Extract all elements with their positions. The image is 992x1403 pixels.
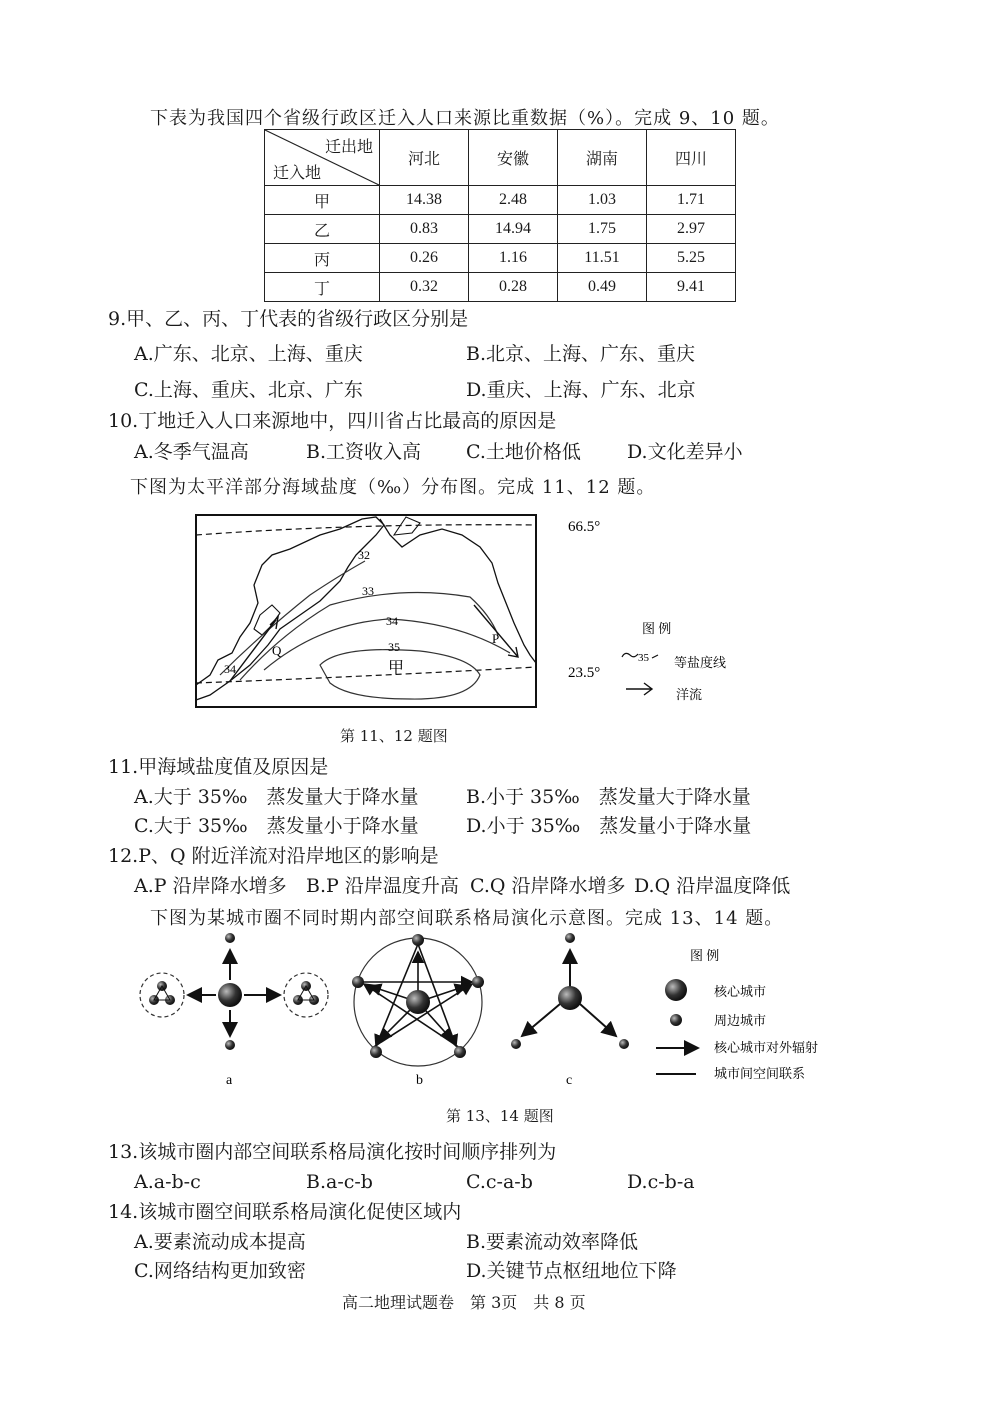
q10-option-a[interactable]: A.冬季气温高 [134, 441, 249, 463]
legend-isoline-value: 35 [638, 652, 649, 664]
peripheral-city [352, 976, 364, 988]
table-row [265, 244, 736, 273]
q13-option-c[interactable]: C.c-a-b [466, 1171, 533, 1193]
pattern-a [140, 933, 328, 1088]
legend-core: 核心城市 [714, 984, 767, 999]
q10-option-c[interactable]: C.土地价格低 [466, 441, 581, 463]
isoline-label: 35 [388, 640, 400, 654]
label-p: P [492, 631, 500, 646]
table-cell: 0.49 [558, 273, 647, 302]
label-jia: 甲 [388, 660, 405, 677]
table-cell: 1.03 [558, 186, 647, 215]
map-caption: 第 11、12 题图 [340, 727, 448, 745]
peripheral-city [619, 1039, 629, 1049]
corner-bottom-label: 迁入地 [273, 165, 322, 182]
q9-option-d[interactable]: D.重庆、上海、广东、北京 [466, 379, 696, 401]
city-caption: 第 13、14 题图 [446, 1107, 554, 1125]
latitude-top: 66.5° [568, 519, 601, 535]
table-cell: 1.75 [558, 215, 647, 244]
city-legend [656, 948, 818, 1081]
table-cell: 1.71 [647, 186, 736, 215]
core-city [218, 983, 242, 1007]
table-row [265, 273, 736, 302]
table-cell: 2.48 [469, 186, 558, 215]
table-cell: 11.51 [558, 244, 647, 273]
table-cell: 5.25 [647, 244, 736, 273]
table-row [265, 186, 736, 215]
legend-current-arrow [626, 683, 652, 695]
q9-stem: 9.甲、乙、丙、丁代表的省级行政区分别是 [108, 308, 469, 330]
row-label: 丙 [265, 244, 380, 273]
pattern-a-label: a [226, 1073, 233, 1088]
legend-isoline-symbol [622, 653, 638, 657]
q9-option-a[interactable]: A.广东、北京、上海、重庆 [134, 343, 363, 365]
map-legend-title: 图 例 [642, 621, 672, 636]
row-label: 丁 [265, 273, 380, 302]
table-cell: 0.83 [380, 215, 469, 244]
column-header: 河北 [380, 130, 469, 186]
q12-option-b[interactable]: B.P 沿岸温度升高 [306, 875, 459, 897]
peripheral-city [454, 1046, 466, 1058]
q14-option-a[interactable]: A.要素流动成本提高 [134, 1231, 306, 1253]
q14-option-c[interactable]: C.网络结构更加致密 [134, 1260, 306, 1282]
peripheral-city [412, 934, 424, 946]
q11-option-a[interactable]: A.大于 35‰ 蒸发量大于降水量 [134, 786, 419, 808]
map-frame [196, 515, 536, 707]
table-cell: 14.94 [469, 215, 558, 244]
q13-option-a[interactable]: A.a-b-c [134, 1171, 201, 1193]
pattern-b-label: b [416, 1073, 423, 1088]
table-cell: 2.97 [647, 215, 736, 244]
page-footer: 高二地理试题卷 第 3页 共 8 页 [342, 1293, 586, 1312]
q9-option-c[interactable]: C.上海、重庆、北京、广东 [134, 379, 363, 401]
peripheral-city [472, 976, 484, 988]
column-header: 四川 [647, 130, 736, 186]
table-cell: 9.41 [647, 273, 736, 302]
q12-option-d[interactable]: D.Q 沿岸温度降低 [634, 875, 791, 897]
isoline-label: 34 [386, 614, 398, 628]
isoline-label: 32 [358, 548, 370, 562]
city-legend-title: 图 例 [690, 948, 720, 963]
column-header: 湖南 [558, 130, 647, 186]
migration-table [264, 129, 736, 302]
legend-radiation: 核心城市对外辐射 [714, 1040, 819, 1055]
city-intro: 下图为某城市圈不同时期内部空间联系格局演化示意图。完成 13、14 题。 [150, 908, 784, 929]
legend-isoline-text: 等盐度线 [674, 655, 727, 670]
q14-option-b[interactable]: B.要素流动效率降低 [466, 1231, 639, 1253]
latitude-bottom: 23.5° [568, 665, 601, 681]
pattern-c-label: c [566, 1073, 573, 1088]
row-label: 甲 [265, 186, 380, 215]
table-cell: 0.28 [469, 273, 558, 302]
legend-isoline-tail [652, 655, 658, 658]
q12-option-a[interactable]: A.P 沿岸降水增多 [134, 875, 287, 897]
q10-option-b[interactable]: B.工资收入高 [306, 441, 422, 463]
table-cell: 0.26 [380, 244, 469, 273]
isoline-label: 33 [362, 584, 374, 598]
q13-option-b[interactable]: B.a-c-b [306, 1171, 373, 1193]
table-cell: 1.16 [469, 244, 558, 273]
q14-option-d[interactable]: D.关键节点枢纽地位下降 [466, 1260, 677, 1282]
q11-option-c[interactable]: C.大于 35‰ 蒸发量小于降水量 [134, 815, 419, 837]
peripheral-city [370, 1046, 382, 1058]
corner-top-label: 迁出地 [325, 139, 374, 156]
q13-stem: 13.该城市圈内部空间联系格局演化按时间顺序排列为 [108, 1141, 557, 1163]
peripheral-city [565, 933, 575, 943]
map-intro: 下图为太平洋部分海域盐度（‰）分布图。完成 11、12 题。 [130, 477, 656, 498]
core-city [406, 990, 430, 1014]
column-header: 安徽 [469, 130, 558, 186]
city-evolution-diagram [130, 928, 850, 1098]
q13-option-d[interactable]: D.c-b-a [627, 1171, 695, 1193]
label-q: Q [272, 643, 282, 658]
pattern-c [511, 933, 629, 1088]
table-intro: 下表为我国四个省级行政区迁入人口来源比重数据（%）。完成 9、10 题。 [150, 108, 780, 129]
legend-current-text: 洋流 [676, 687, 703, 702]
pattern-b [352, 934, 484, 1088]
isoline-label: 34 [224, 662, 236, 676]
table-corner-cell [265, 130, 380, 186]
core-city [558, 986, 582, 1010]
peripheral-city [225, 1040, 235, 1050]
q10-option-d[interactable]: D.文化差异小 [627, 441, 743, 463]
table-cell: 14.38 [380, 186, 469, 215]
q9-option-b[interactable]: B.北京、上海、广东、重庆 [466, 343, 696, 365]
q12-option-c[interactable]: C.Q 沿岸降水增多 [470, 875, 626, 897]
peripheral-city [511, 1039, 521, 1049]
legend-peripheral: 周边城市 [714, 1013, 767, 1028]
q11-option-b[interactable]: B.小于 35‰ 蒸发量大于降水量 [466, 786, 751, 808]
q12-stem: 12.P、Q 附近洋流对沿岸地区的影响是 [108, 845, 439, 867]
salinity-map [180, 505, 727, 710]
q11-option-d[interactable]: D.小于 35‰ 蒸发量小于降水量 [466, 815, 752, 837]
q10-stem: 10.丁地迁入人口来源地中，四川省占比最高的原因是 [108, 410, 557, 432]
table-row [265, 215, 736, 244]
legend-link: 城市间空间联系 [714, 1066, 806, 1081]
table-cell: 0.32 [380, 273, 469, 302]
q11-stem: 11.甲海域盐度值及原因是 [108, 756, 329, 778]
q14-stem: 14.该城市圈空间联系格局演化促使区域内 [108, 1201, 462, 1223]
row-label: 乙 [265, 215, 380, 244]
peripheral-city [225, 933, 235, 943]
